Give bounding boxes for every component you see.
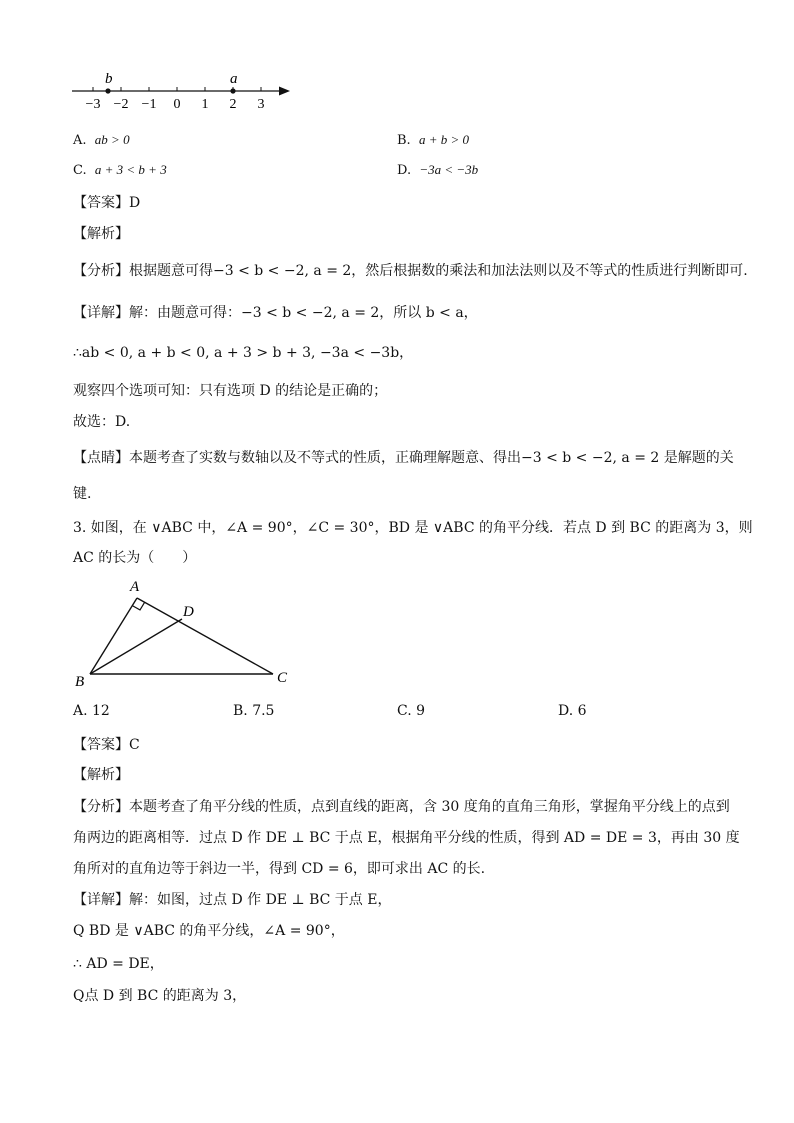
q2-dianjing-continued: 键. [73,486,92,502]
xiangjie-tag: 【详解】 [73,892,129,908]
tick-label: 0 [173,97,181,112]
q2-observe-line: 观察四个选项可知：只有选项 D 的结论是正确的； [73,383,388,399]
number-line-arrow-icon [279,87,290,96]
q2-xiangjie [73,302,478,322]
point-a-dot [230,88,235,93]
option-label: C. [73,163,87,178]
option-label: A. [73,133,87,148]
segment-bd [90,619,182,674]
q3-analysis-tag: 【解析】 [73,767,129,783]
option-text: a + 3 < b + 3 [94,162,167,177]
q3-xiangjie [73,889,391,909]
vertex-c-label: C [277,670,288,686]
xiangjie-tag: 【详解】 [73,305,129,321]
xiangjie-text: 解：由题意可得：−3 < b < −2, a = 2，所以 b < a， [129,305,478,321]
q3-option-b [233,703,274,719]
option-text: 9 [416,703,426,719]
q2-dianjing [73,447,734,467]
dianjing-tag: 【点睛】 [73,450,129,466]
q2-option-a [73,132,130,148]
option-text: 6 [577,703,587,719]
q3-answer [73,734,140,754]
option-text: ab > 0 [94,132,130,147]
point-d-label: D [183,604,194,620]
q3-proof-line-2: Q BD 是 ∨ABC 的角平分线，∠A = 90°， [73,923,345,939]
fenxi-tag: 【分析】 [73,799,129,815]
option-label: B. [397,133,411,148]
q2-option-b [397,132,469,148]
q3-option-a [73,703,110,719]
fenxi-tag: 【分析】 [73,263,129,279]
q3-fenxi [73,796,730,816]
q3-proof-line-4: Q点 D 到 BC 的距离为 3， [73,988,247,1004]
q2-analysis-tag: 【解析】 [73,226,129,242]
q3-fenxi-line-2: 角两边的距离相等．过点 D 作 DE ⊥ BC 于点 E，根据角平分线的性质，得到 AD = DE = 3，再由 30 度 [73,830,740,846]
tick-label: 3 [257,97,265,112]
side-ac [137,598,273,674]
option-label: C. [397,703,412,719]
q3-option-d [558,703,587,719]
side-ab [90,598,137,674]
point-b-label: b [105,71,113,87]
vertex-b-label: B [75,674,85,690]
answer-value: D [129,195,141,211]
option-label: D. [558,703,574,719]
fenxi-text: 本题考查了角平分线的性质，点到直线的距离，含 30 度角的直角三角形，掌握角平分线上的点到 [129,799,730,815]
tick-label: −1 [141,97,157,112]
q2-step-line: ∴ab < 0, a + b < 0, a + 3 > b + 3, −3a < −3b， [73,345,414,361]
q3-option-c [397,703,425,719]
q2-fenxi [73,260,748,280]
q2-option-d [397,162,478,178]
answer-tag: 【答案】 [73,195,129,211]
triangle-figure [70,574,300,692]
option-text: 12 [92,703,110,719]
point-a-label: a [230,71,238,87]
tick-label: −2 [113,97,129,112]
number-line-figure [60,66,300,114]
xiangjie-text: 解：如图，过点 D 作 DE ⊥ BC 于点 E， [129,892,392,908]
option-label: D. [397,163,412,178]
tick-label: 1 [201,97,209,112]
answer-value: C [129,737,140,753]
q3-stem-line-2: AC 的长为（ ） [73,550,197,566]
option-label: B. [233,703,248,719]
q2-answer [73,192,140,212]
option-text: −3a < −3b [419,162,479,177]
tick-label: 2 [229,97,237,112]
q3-proof-line-3: ∴ AD = DE， [73,956,164,972]
tick-label: −3 [85,97,101,112]
option-label: A. [73,703,88,719]
q3-stem-line-1: 3. 如图，在 ∨ABC 中，∠A = 90°，∠C = 30°，BD 是 ∨ABC 的角平分线．若点 D 到 BC 的距离为 3，则 [73,520,753,536]
q2-choose-line: 故选：D. [73,414,131,430]
answer-tag: 【答案】 [73,737,129,753]
point-b-dot [105,88,110,93]
q2-option-c [73,162,167,178]
option-text: a + b > 0 [418,132,469,147]
fenxi-text: 根据题意可得−3 < b < −2, a = 2，然后根据数的乘法和加法法则以及不等式的性质进行判断即可. [129,263,748,279]
vertex-a-label: A [130,579,140,595]
option-text: 7.5 [252,703,275,719]
q3-fenxi-line-3: 角所对的直角边等于斜边一半，得到 CD = 6，即可求出 AC 的长. [73,861,486,877]
dianjing-text: 本题考查了实数与数轴以及不等式的性质，正确理解题意、得出−3 < b < −2, a = 2 是解题的关 [129,450,734,466]
